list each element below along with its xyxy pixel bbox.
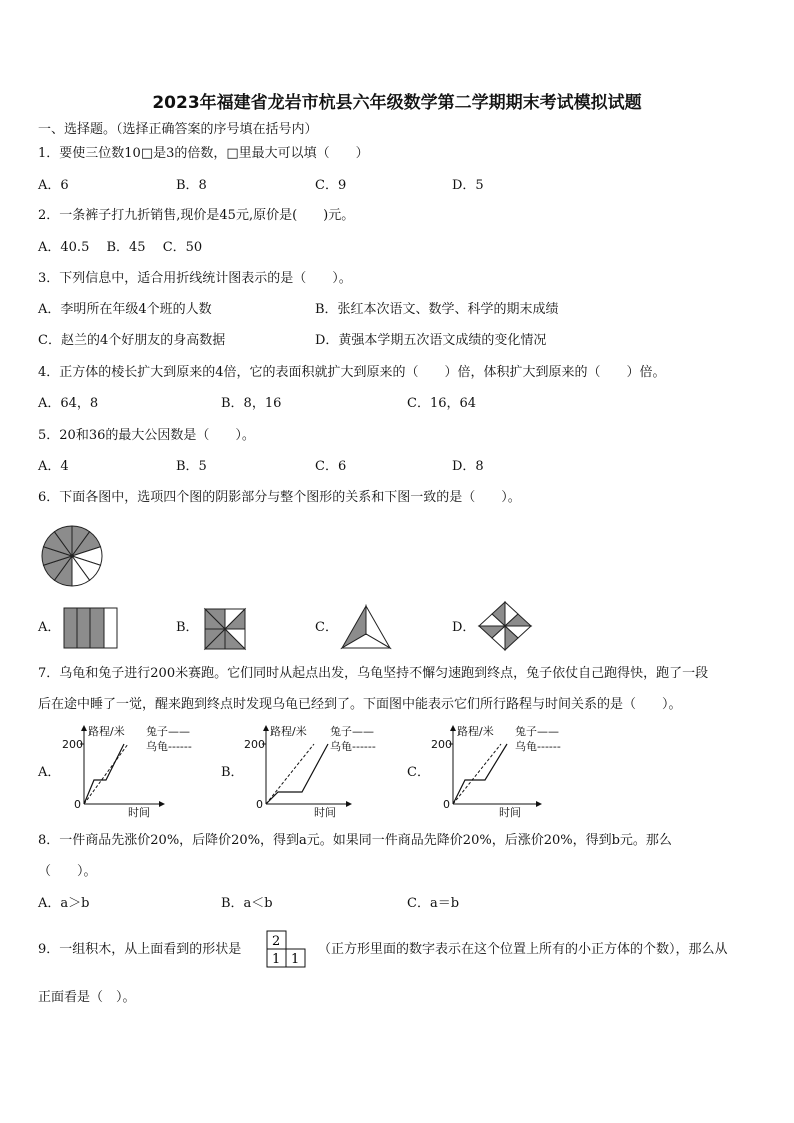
q7-graph-b[interactable] [244,722,394,822]
q8-option-c[interactable]: C．a＝b [407,896,460,911]
q3-option-a[interactable]: A．李明所在年级4个班的人数 [38,302,212,317]
q7c-origin: 0 [443,798,450,811]
q1-option-d[interactable]: D．5 [452,178,484,193]
question-4-stem: 4．正方体的棱长扩大到原来的4倍，它的表面积就扩大到原来的（ ）倍，体积扩大到原来的（ ）倍。 [38,365,666,380]
q6-option-b-label[interactable]: B． [176,620,199,635]
q7b-ylabel: 路程/米 [270,725,307,738]
q7b-ymax: 200 [244,738,265,751]
q6-option-a-label[interactable]: A． [38,620,61,635]
q7c-ylabel: 路程/米 [457,725,494,738]
q7c-xlabel: 时间 [499,806,521,819]
q1-option-b[interactable]: B．8 [176,178,207,193]
q5-option-a[interactable]: A．4 [38,459,69,474]
q7a-legend-rabbit: 兔子—— [146,725,190,738]
q7-option-a-label[interactable]: A． [38,765,61,780]
q7-option-c-label[interactable]: C． [407,765,430,780]
q5-option-c[interactable]: C．6 [315,459,347,474]
q6-reference-circle [40,524,104,588]
q7a-turtle-line [84,744,128,804]
q4-option-c[interactable]: C．16，64 [407,396,477,411]
q3-option-d[interactable]: D．黄强本学期五次语文成绩的变化情况 [315,333,547,348]
question-9-stem-before: 9．一组积木，从上面看到的形状是 [38,942,242,957]
q7-graph-a[interactable] [62,722,212,822]
q3-option-c[interactable]: C．赵兰的4个好朋友的身高数据 [38,333,226,348]
q7b-xlabel: 时间 [314,806,336,819]
q7b-turtle-line [266,744,314,804]
section-heading: 一、选择题。（选择正确答案的序号填在括号内） [38,122,318,137]
question-2-stem: 2．一条裤子打九折销售,现价是45元,原价是( )元。 [38,208,355,223]
q3-option-b[interactable]: B．张红本次语文、数学、科学的期末成绩 [315,302,559,317]
question-9-stem-after: （正方形里面的数字表示在这个位置上所有的小正方体的个数），那么从 [318,942,728,957]
question-5-stem: 5．20和36的最大公因数是（ ）。 [38,428,255,443]
question-8-stem-line1: 8．一件商品先涨价20%，后降价20%，得到a元。如果同一件商品先降价20%，后涨价20%，得到b元。那么 [38,833,672,848]
q9-top-view-grid [266,930,308,968]
question-6-stem: 6．下面各图中，选项四个图的阴影部分与整个图形的关系和下图一致的是（ ）。 [38,490,521,505]
q5-option-b[interactable]: B．5 [176,459,207,474]
question-7-stem-line2: 后在途中睡了一觉，醒来跑到终点时发现乌龟已经到了。下面图中能表示它们所行路程与时间关系的是（ ）。 [38,697,682,712]
q9-grid-cell-top: 2 [272,934,281,949]
q4-option-b[interactable]: B．8，16 [221,396,282,411]
q6-option-d-diamond[interactable] [477,600,533,652]
q6-option-a-rect[interactable] [63,607,119,649]
q8-option-b[interactable]: B．a＜b [221,896,273,911]
question-7-stem-line1: 7．乌龟和兔子进行200米赛跑。它们同时从起点出发，乌龟坚持不懈匀速跑到终点，兔子依仗自己跑得快，跑了一段 [38,666,709,681]
q7b-legend-rabbit: 兔子—— [330,725,374,738]
q7c-legend-turtle: 乌龟------ [515,740,561,753]
q7b-origin: 0 [256,798,263,811]
page-title: 2023年福建省龙岩市杭县六年级数学第二学期期末考试模拟试题 [152,93,642,113]
q1-option-c[interactable]: C．9 [315,178,347,193]
q7c-ymax: 200 [431,738,452,751]
q9-grid-cell-bottom-right: 1 [291,952,300,967]
q1-option-a[interactable]: A．6 [38,178,69,193]
q4-option-a[interactable]: A．64，8 [38,396,99,411]
q2-options[interactable]: A．40.5 B．45 C．50 [38,240,203,255]
q7a-ylabel: 路程/米 [88,725,125,738]
q6-option-d-label[interactable]: D． [452,620,476,635]
q7-option-b-label[interactable]: B． [221,765,244,780]
q7c-turtle-line [453,744,501,804]
q7a-legend-turtle: 乌龟------ [146,740,192,753]
q7c-legend-rabbit: 兔子—— [515,725,559,738]
q6-option-b-square[interactable] [203,607,247,651]
question-8-stem-line2: （ ）。 [38,864,97,879]
question-3-stem: 3．下列信息中，适合用折线统计图表示的是（ ）。 [38,271,352,286]
q6-option-c-label[interactable]: C． [315,620,338,635]
q5-option-d[interactable]: D．8 [452,459,484,474]
q7-graph-c[interactable] [431,722,581,822]
q6-option-c-triangle[interactable] [340,604,392,650]
question-9-stem-line2: 正面看是（ ）。 [38,990,136,1005]
q9-grid-cell-bottom-left: 1 [272,952,281,967]
q7a-ymax: 200 [62,738,83,751]
question-1-stem: 1．要使三位数10□是3的倍数，□里最大可以填（ ） [38,146,369,161]
q7a-origin: 0 [74,798,81,811]
q7b-legend-turtle: 乌龟------ [330,740,376,753]
q7c-rabbit-line [453,744,507,804]
q7b-rabbit-line [266,744,328,804]
q8-option-a[interactable]: A．a＞b [38,896,90,911]
q7a-xlabel: 时间 [128,806,150,819]
